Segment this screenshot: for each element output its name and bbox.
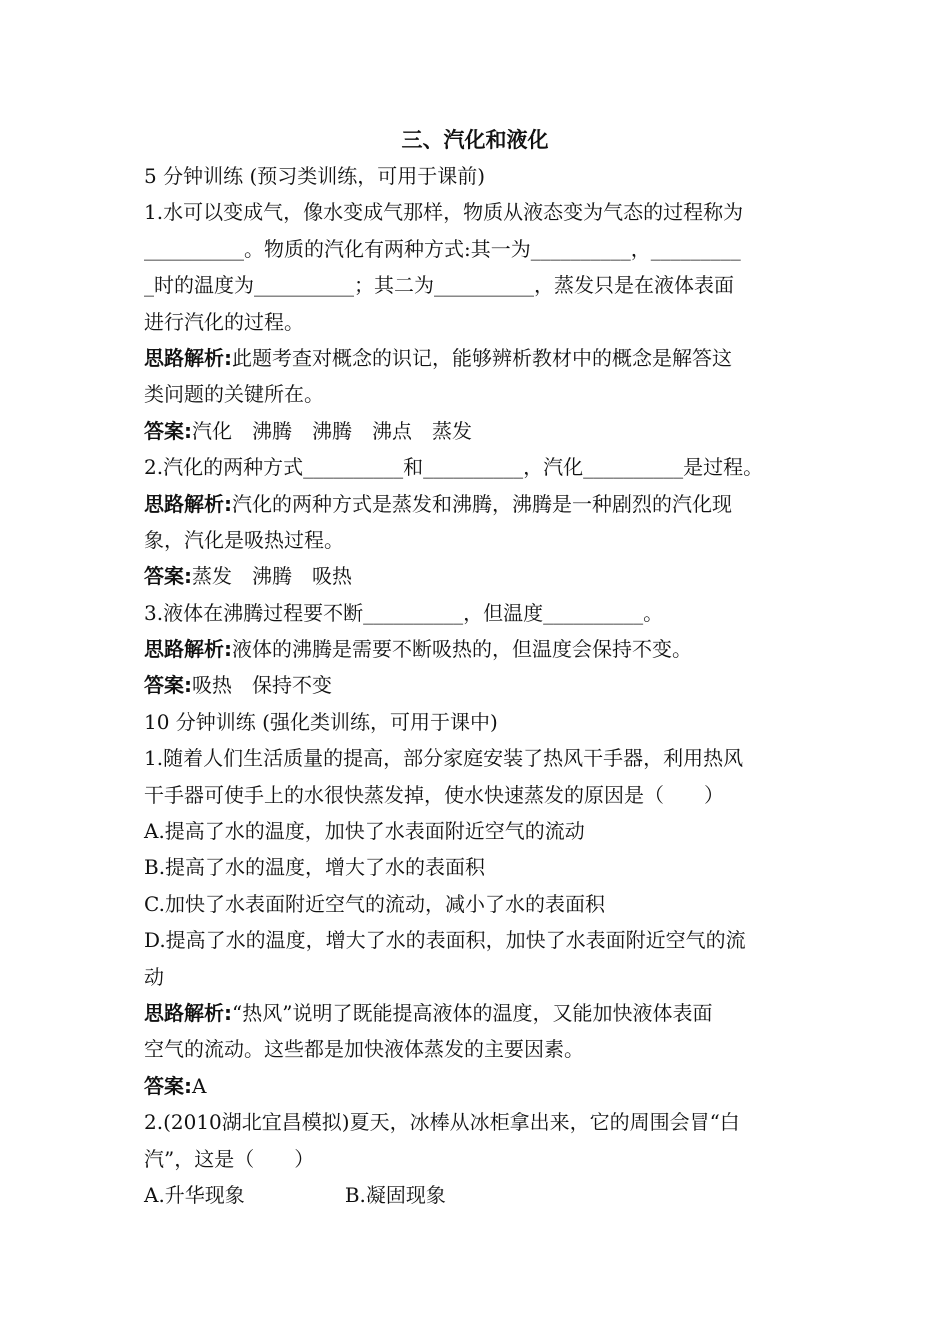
- analysis-2-line-2: 象，汽化是吸热过程。: [144, 527, 344, 552]
- option-a: A.升华现象: [144, 1182, 245, 1207]
- answer-label: 答案:: [144, 564, 192, 589]
- analysis-1-line-1: [144, 340, 818, 376]
- analysis-text: 此题考查对概念的识记，能够辨析教材中的概念是解答这: [232, 345, 732, 370]
- answer-label: 答案:: [144, 418, 192, 443]
- option-b: B.凝固现象: [344, 1182, 446, 1207]
- analysis-text: 汽化的两种方式是蒸发和沸腾，沸腾是一种剧烈的汽化现: [232, 491, 732, 516]
- question-1-line-4: 进行汽化的过程。: [144, 309, 304, 334]
- analysis-label: 思路解析:: [144, 1000, 232, 1025]
- analysis-4-line-2: 空气的流动。这些都是加快液体蒸发的主要因素。: [144, 1037, 584, 1062]
- answer-text: 蒸发 沸腾 吸热: [192, 564, 352, 589]
- analysis-label: 思路解析:: [144, 491, 232, 516]
- question-5-line-1: 2.(2010湖北宜昌模拟)夏天，冰棒从冰柜拿出来，它的周围会冒“白: [144, 1110, 740, 1135]
- answer-label: 答案:: [144, 673, 192, 698]
- option-b: B.提高了水的温度，增大了水的表面积: [144, 855, 486, 880]
- analysis-4-line-1: [144, 995, 818, 1031]
- analysis-3: [144, 631, 818, 667]
- analysis-label: 思路解析:: [144, 345, 232, 370]
- question-4-line-1: 1.随着人们生活质量的提高，部分家庭安装了热风干手器，利用热风: [144, 746, 744, 771]
- answer-2: [144, 558, 818, 594]
- section-heading-10min: 10 分钟训练 (强化类训练，可用于课中): [144, 709, 498, 734]
- answer-text: 汽化 沸腾 沸腾 沸点 蒸发: [192, 418, 472, 443]
- answer-4: [144, 1068, 818, 1104]
- analysis-label: 思路解析:: [144, 637, 232, 662]
- answer-text: A: [192, 1073, 207, 1098]
- page-title: 三、汽化和液化: [401, 127, 549, 152]
- analysis-text: “热风”说明了既能提高液体的温度，又能加快液体表面: [232, 1000, 713, 1025]
- question-4-line-2: 干手器可使手上的水很快蒸发掉，使水快速蒸发的原因是（ ）: [144, 782, 724, 807]
- analysis-1-line-2: 类问题的关键所在。: [144, 382, 324, 407]
- option-d-line-2: 动: [144, 964, 164, 989]
- answer-text: 吸热 保持不变: [192, 673, 332, 698]
- question-1-line-3: _时的温度为__________；其二为__________，蒸发只是在液体表面: [144, 273, 734, 298]
- question-5-line-2: 汽”，这是（ ）: [144, 1146, 315, 1171]
- answer-label: 答案:: [144, 1073, 192, 1098]
- option-a: A.提高了水的温度，加快了水表面附近空气的流动: [144, 819, 585, 844]
- question-1-line-1: 1.水可以变成气，像水变成气那样，物质从液态变为气态的过程称为: [144, 200, 744, 225]
- options-row: [144, 1177, 818, 1213]
- analysis-2-line-1: [144, 486, 818, 522]
- answer-3: [144, 667, 818, 703]
- document-body: [144, 158, 818, 1213]
- question-2: 2.汽化的两种方式__________和__________，汽化__________是过程。: [144, 455, 764, 480]
- option-d-line-1: D.提高了水的温度，增大了水的表面积，加快了水表面附近空气的流: [144, 928, 746, 953]
- section-heading-5min: 5 分钟训练 (预习类训练，可用于课前): [144, 164, 486, 188]
- option-c: C.加快了水表面附近空气的流动，减小了水的表面积: [144, 891, 605, 916]
- question-3: 3.液体在沸腾过程要不断__________，但温度__________。: [144, 600, 664, 625]
- answer-1: [144, 413, 818, 449]
- question-1-line-2: __________。物质的汽化有两种方式:其一为__________，_________: [144, 236, 741, 261]
- analysis-text: 液体的沸腾是需要不断吸热的，但温度会保持不变。: [232, 637, 692, 662]
